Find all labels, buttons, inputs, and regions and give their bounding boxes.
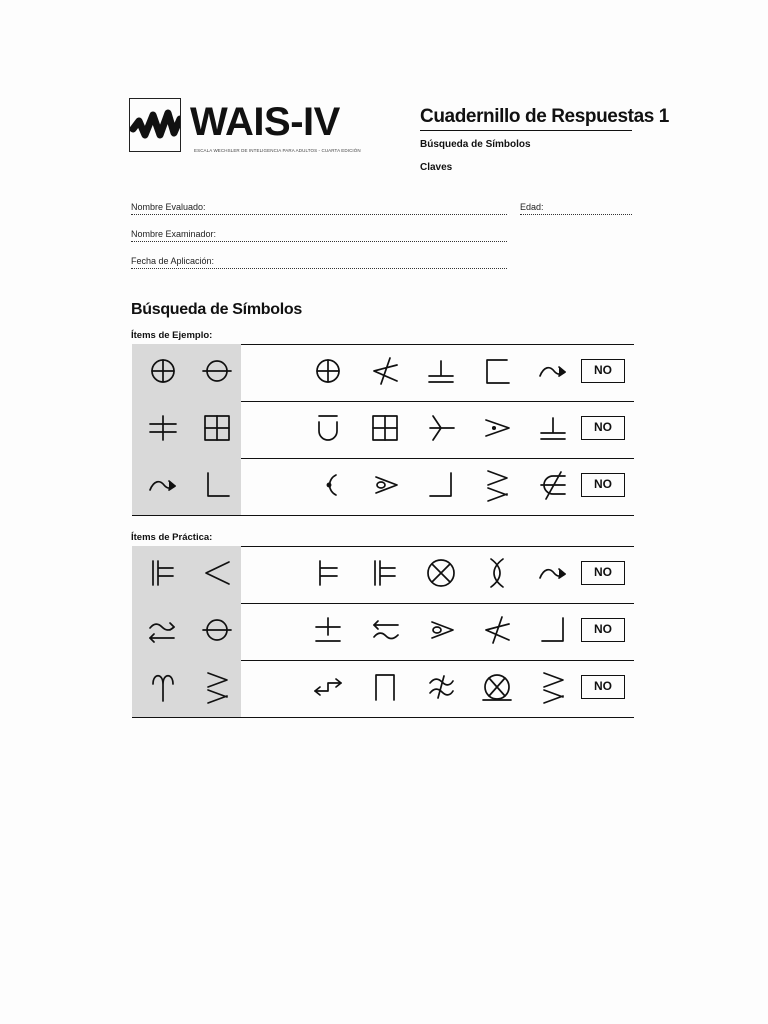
no-box[interactable]: NO	[581, 359, 625, 383]
no-box[interactable]: NO	[581, 416, 625, 440]
practice-row-1	[132, 546, 634, 604]
zigzag-arrow-icon[interactable]	[311, 670, 345, 709]
box-plus-icon[interactable]	[368, 411, 402, 450]
angle-cross-icon[interactable]	[368, 354, 402, 393]
target-symbols	[132, 660, 241, 717]
circle-plus-icon	[146, 354, 180, 393]
circle-plus-icon[interactable]	[311, 354, 345, 393]
target-symbols	[132, 401, 241, 458]
target-symbols	[132, 458, 241, 515]
bar-forces-icon[interactable]	[368, 556, 402, 595]
loop-greater-icon[interactable]	[424, 613, 458, 652]
curved-x-icon[interactable]	[480, 556, 514, 595]
dotted-greater-icon[interactable]	[480, 411, 514, 450]
loop-greater-icon[interactable]	[368, 468, 402, 507]
tri-branch-icon[interactable]	[424, 411, 458, 450]
practice-label: Ítems de Práctica:	[131, 532, 213, 543]
bar-cup-icon[interactable]	[311, 411, 345, 450]
hook-arrow-icon[interactable]	[536, 354, 570, 393]
wave-back-arrow-icon[interactable]	[368, 613, 402, 652]
evaluado-field[interactable]	[131, 214, 507, 215]
dotted-arc-icon[interactable]	[311, 468, 345, 507]
no-box[interactable]: NO	[581, 561, 625, 585]
forces-icon[interactable]	[311, 556, 345, 595]
bar-forces-icon	[146, 556, 180, 595]
fecha-label: Fecha de Aplicación:	[131, 256, 215, 266]
examinador-field[interactable]	[131, 241, 507, 242]
greater-equal-icon	[200, 670, 234, 709]
fecha-field[interactable]	[131, 268, 507, 269]
evaluado-label: Nombre Evaluado:	[131, 202, 206, 212]
logo	[129, 98, 181, 152]
not-subset-icon[interactable]	[536, 468, 570, 507]
edad-field[interactable]	[520, 214, 632, 215]
corner-j-icon[interactable]	[424, 468, 458, 507]
aries-icon	[146, 670, 180, 709]
no-box[interactable]: NO	[581, 675, 625, 699]
example-row-2	[132, 401, 634, 459]
circle-bar-icon	[200, 613, 234, 652]
brand-title: WAIS-IV	[190, 100, 340, 144]
double-cross-icon	[146, 411, 180, 450]
example-label: Ítems de Ejemplo:	[131, 330, 213, 341]
examinador-label: Nombre Examinador:	[131, 229, 217, 239]
up-tack-icon[interactable]	[536, 411, 570, 450]
practice-row-2	[132, 603, 634, 661]
booklet-title: Cuadernillo de Respuestas 1	[420, 106, 669, 127]
target-symbols	[132, 546, 241, 603]
no-box[interactable]: NO	[581, 473, 625, 497]
booklet-subtitle: Búsqueda de Símbolos	[420, 139, 531, 150]
no-box[interactable]: NO	[581, 618, 625, 642]
approx-icon[interactable]	[424, 670, 458, 709]
hook-arrow-icon[interactable]	[536, 556, 570, 595]
target-symbols	[132, 603, 241, 660]
greater-equal-icon[interactable]	[480, 468, 514, 507]
circle-double-x-icon[interactable]	[480, 670, 514, 709]
greater-equal-icon[interactable]	[536, 670, 570, 709]
title-underline	[420, 130, 632, 131]
wais-logo-icon	[130, 99, 181, 152]
angle-cross-icon[interactable]	[480, 613, 514, 652]
corner-j-icon[interactable]	[536, 613, 570, 652]
practice-row-3	[132, 660, 634, 718]
booklet-note: Claves	[420, 162, 453, 173]
plus-tack-icon[interactable]	[311, 613, 345, 652]
hook-arrow-icon	[146, 468, 180, 507]
wave-arrow-icon	[146, 613, 180, 652]
section-title: Búsqueda de Símbolos	[131, 301, 302, 318]
circle-bar-icon	[200, 354, 234, 393]
target-symbols	[132, 344, 241, 401]
pi-gate-icon[interactable]	[368, 670, 402, 709]
corner-l-icon	[200, 468, 234, 507]
brand-subtitle: ESCALA WECHSLER DE INTELIGENCIA PARA ADULTOS - CUARTA EDICIÓN	[194, 148, 361, 153]
bracket-open-icon[interactable]	[480, 354, 514, 393]
example-row-1	[132, 344, 634, 402]
circle-x-icon[interactable]	[424, 556, 458, 595]
example-row-3	[132, 458, 634, 516]
box-plus-icon	[200, 411, 234, 450]
edad-label: Edad:	[520, 202, 544, 212]
up-tack-icon[interactable]	[424, 354, 458, 393]
less-than-icon	[200, 556, 234, 595]
